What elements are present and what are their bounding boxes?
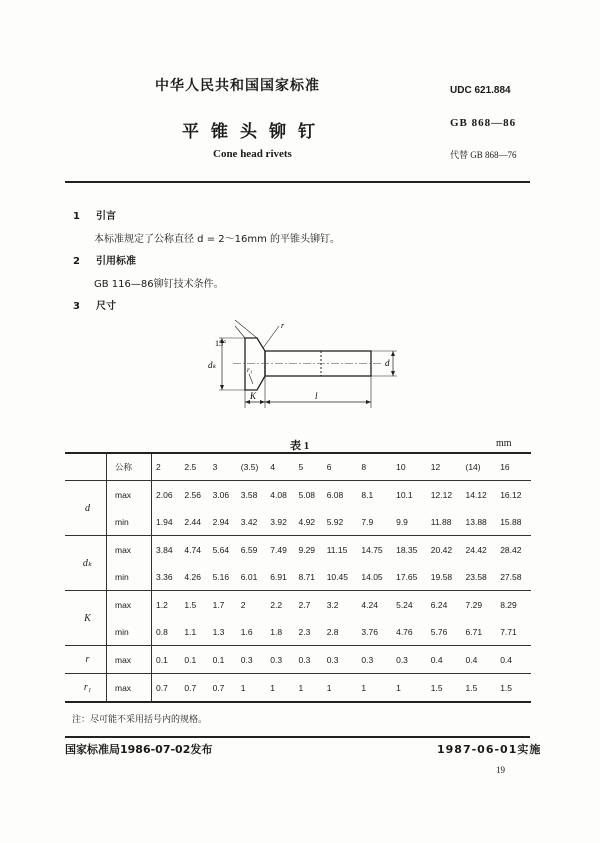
value-cell: 0.1 <box>152 646 181 674</box>
row-label-cell: max <box>107 591 152 619</box>
value-cell: 0.7 <box>152 674 181 703</box>
value-cell: 0.3 <box>392 646 427 674</box>
table-row <box>65 508 531 536</box>
value-cell: 7.9 <box>361 516 374 527</box>
table-note: 注：尽可能不采用括号内的规格。 <box>72 715 208 725</box>
nominal-size-cell: 2 <box>152 453 181 481</box>
value-cell: 5.76 <box>430 626 448 637</box>
row-label-cell: min <box>107 618 152 646</box>
value-cell: 1 <box>323 674 358 703</box>
value-cell: 12.12 <box>427 481 462 509</box>
value-cell: 1.2 <box>152 591 181 619</box>
value-cell: 1 <box>294 674 322 703</box>
value-cell: 3.06 <box>209 481 237 509</box>
value-cell: 14.75 <box>357 536 392 564</box>
value-cell: 0.3 <box>266 646 294 674</box>
section-2-text: GB 116—86铆钉技术条件。 <box>94 279 224 290</box>
value-cell: 0.4 <box>496 646 531 674</box>
dk-label: dₖ <box>208 360 217 370</box>
value-cell: 1 <box>392 674 427 703</box>
value-cell: 1.1 <box>184 626 197 637</box>
value-cell: 6.08 <box>323 481 358 509</box>
page-title: 平锥头铆钉 <box>182 122 327 141</box>
value-cell: 0.8 <box>156 626 168 637</box>
value-cell: 3.36 <box>156 571 173 582</box>
nominal-size-cell: 5 <box>294 453 322 481</box>
table-caption: 表 1 <box>290 440 310 452</box>
value-cell: 0.3 <box>323 646 358 674</box>
value-cell: 4.26 <box>184 571 201 582</box>
page-subtitle: Cone head rivets <box>213 148 292 160</box>
row-label-cell: min <box>107 508 152 536</box>
nominal-size-cell: 16 <box>496 453 531 481</box>
table-row <box>65 536 531 564</box>
value-cell: 1.94 <box>156 516 173 527</box>
row-label-cell: min <box>107 563 152 591</box>
effective-date: 1987-06-01实施 <box>437 743 542 756</box>
section-1-number: 1 <box>73 211 80 222</box>
value-cell: 6.59 <box>237 536 266 564</box>
value-cell: 3.2 <box>323 591 358 619</box>
l-label: l <box>315 391 318 401</box>
value-cell: 13.88 <box>465 516 487 527</box>
value-cell: 10.45 <box>326 571 348 582</box>
value-cell: 2 <box>237 591 266 619</box>
k-label: K <box>250 391 257 401</box>
dimension-table <box>65 452 531 703</box>
angle-label: 15° <box>215 339 227 348</box>
row-label-cell: max <box>107 674 152 703</box>
value-cell: 1.5 <box>496 674 531 703</box>
value-cell: 0.3 <box>237 646 266 674</box>
value-cell: 2.3 <box>298 626 311 637</box>
table-row <box>65 481 531 509</box>
nominal-size-cell: 4 <box>266 453 294 481</box>
header-group-cell <box>65 453 107 481</box>
value-cell: 1.6 <box>240 626 253 637</box>
nominal-size-cell: 3 <box>209 453 237 481</box>
group-name-cell: dₖ <box>65 536 107 591</box>
section-3-heading <box>73 297 116 312</box>
value-cell: 14.12 <box>462 481 497 509</box>
value-cell: 2.56 <box>180 481 208 509</box>
section-3-title: 尺寸 <box>96 301 116 312</box>
value-cell: 15.88 <box>500 516 522 527</box>
value-cell: 17.65 <box>396 571 418 582</box>
value-cell: 10.1 <box>392 481 427 509</box>
replaces-note: 代替 GB 868—76 <box>450 150 517 160</box>
rivet-head <box>245 338 265 390</box>
value-cell: 20.42 <box>427 536 462 564</box>
value-cell: 24.42 <box>462 536 497 564</box>
value-cell: 3.76 <box>361 626 378 637</box>
value-cell: 2.94 <box>212 516 230 527</box>
value-cell: 1.7 <box>209 591 237 619</box>
row-label-cell: max <box>107 646 152 674</box>
value-cell: 1.8 <box>270 626 283 637</box>
value-cell: 1.3 <box>212 626 225 637</box>
value-cell: 8.71 <box>298 571 316 582</box>
value-cell: 4.74 <box>180 536 208 564</box>
issued-date: 国家标准局1986-07-02发布 <box>65 743 213 756</box>
nominal-size-cell: (3.5) <box>237 453 266 481</box>
value-cell: 27.58 <box>500 571 522 582</box>
value-cell: 0.3 <box>294 646 322 674</box>
value-cell: 5.08 <box>294 481 322 509</box>
value-cell: 2.2 <box>266 591 294 619</box>
table-row <box>65 563 531 591</box>
section-1-text: 本标准规定了公称直径 d = 2～16mm 的平锥头铆钉。 <box>94 234 341 245</box>
value-cell: 2.06 <box>152 481 181 509</box>
r1-label: r₁ <box>247 366 253 374</box>
value-cell: 4.76 <box>396 626 413 637</box>
value-cell: 6.01 <box>240 571 258 582</box>
value-cell: 7.49 <box>266 536 294 564</box>
value-cell: 0.1 <box>180 646 208 674</box>
value-cell: 9.29 <box>294 536 322 564</box>
value-cell: 2.7 <box>294 591 322 619</box>
section-2-number: 2 <box>73 256 80 267</box>
footer-rule <box>65 736 530 738</box>
r-label: r <box>281 321 285 330</box>
value-cell: 7.71 <box>500 626 517 637</box>
value-cell: 0.4 <box>427 646 462 674</box>
value-cell: 8.29 <box>496 591 531 619</box>
value-cell: 1.5 <box>180 591 208 619</box>
rivet-diagram <box>205 318 405 410</box>
row-label-cell: max <box>107 481 152 509</box>
value-cell: 0.7 <box>209 674 237 703</box>
nominal-size-cell: 10 <box>392 453 427 481</box>
nominal-size-cell: (14) <box>462 453 497 481</box>
value-cell: 4.92 <box>298 516 316 527</box>
value-cell: 6.24 <box>427 591 462 619</box>
nominal-size-cell: 6 <box>323 453 358 481</box>
value-cell: 3.84 <box>152 536 181 564</box>
value-cell: 4.24 <box>357 591 392 619</box>
table-row <box>65 591 531 619</box>
value-cell: 6.71 <box>465 626 483 637</box>
value-cell: 28.42 <box>496 536 531 564</box>
group-name-cell: r₁ <box>65 674 107 703</box>
value-cell: 1.5 <box>427 674 462 703</box>
value-cell: 0.4 <box>462 646 497 674</box>
value-cell: 1 <box>357 674 392 703</box>
value-cell: 5.16 <box>212 571 230 582</box>
value-cell: 1.5 <box>462 674 497 703</box>
value-cell: 5.24 <box>392 591 427 619</box>
value-cell: 3.42 <box>240 516 258 527</box>
value-cell: 4.08 <box>266 481 294 509</box>
value-cell: 19.58 <box>430 571 453 582</box>
value-cell: 5.64 <box>209 536 237 564</box>
udc-code: UDC 621.884 <box>450 85 511 96</box>
d-label: d <box>385 358 390 368</box>
value-cell: 1 <box>237 674 266 703</box>
value-cell: 9.9 <box>396 516 408 527</box>
group-name-cell: K <box>65 591 107 646</box>
standard-name: 中华人民共和国国家标准 <box>155 79 320 94</box>
value-cell: 3.92 <box>270 516 287 527</box>
section-2-heading <box>73 252 136 267</box>
value-cell: 2.8 <box>326 626 339 637</box>
section-1-heading <box>73 207 116 222</box>
section-1-title: 引言 <box>96 211 116 222</box>
value-cell: 11.15 <box>323 536 358 564</box>
value-cell: 3.58 <box>237 481 266 509</box>
value-cell: 0.7 <box>180 674 208 703</box>
value-cell: 8.1 <box>357 481 392 509</box>
table-header-row <box>65 453 531 481</box>
value-cell: 5.92 <box>326 516 344 527</box>
section-2-title: 引用标准 <box>96 256 136 267</box>
row-label-cell: max <box>107 536 152 564</box>
value-cell: 11.88 <box>430 516 452 527</box>
group-name-cell: r <box>65 646 107 674</box>
value-cell: 14.05 <box>361 571 383 582</box>
value-cell: 16.12 <box>496 481 531 509</box>
nominal-size-cell: 2.5 <box>180 453 208 481</box>
value-cell: 6.91 <box>270 571 287 582</box>
table-row <box>65 618 531 646</box>
section-3-number: 3 <box>73 301 80 312</box>
header-label-cell: 公称 <box>107 453 152 481</box>
value-cell: 7.29 <box>462 591 497 619</box>
header-rule <box>65 181 530 183</box>
value-cell: 1 <box>266 674 294 703</box>
value-cell: 0.3 <box>357 646 392 674</box>
table-unit: mm <box>496 438 512 449</box>
value-cell: 23.58 <box>465 571 487 582</box>
value-cell: 2.44 <box>184 516 201 527</box>
table-row <box>65 674 531 703</box>
table-row <box>65 646 531 674</box>
nominal-size-cell: 8 <box>357 453 392 481</box>
group-name-cell: d <box>65 481 107 536</box>
page-number: 19 <box>496 765 505 775</box>
gb-code: GB 868—86 <box>450 117 517 129</box>
nominal-size-cell: 12 <box>427 453 462 481</box>
value-cell: 18.35 <box>392 536 427 564</box>
value-cell: 0.1 <box>209 646 237 674</box>
